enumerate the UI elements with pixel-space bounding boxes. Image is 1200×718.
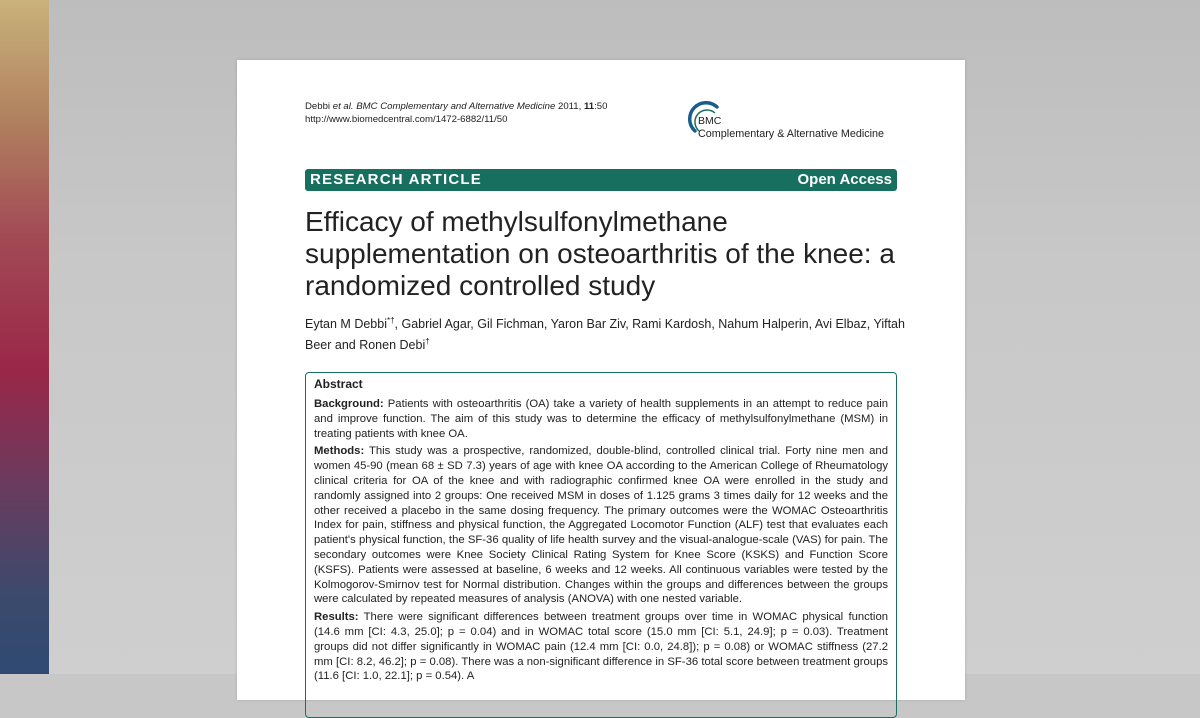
background-label: Background:: [314, 398, 384, 410]
first-author: Eytan M Debbi: [305, 317, 387, 332]
methods-text: This study was a prospective, randomized, double-blind, controlled clinical trial. Forty nine men and women 45-90 (mean 68 ± SD 7.3) years of age with knee OA according to the American College of Rheumatology clinical criteria for OA of the knee and with radiographic confirmed knee OA were enrolled in the study and randomly assigned into 2 groups: One received MSM in doses of 1.125 grams 3 times daily for 12 weeks and the other received a placebo in the same dosing frequency. The primary outcomes were the WOMAC Osteoarthritis Index for pain, stiffness and physical function, the Aggregated Locomotor Function (ALF) test that evaluates each patient's physical function, the SF-36 quality of life health survey and the visual-analogue-scale (VAS) for pain. The secondary outcomes were Knee Society Clinical Rating System for Knee Score (KSKS) and Function Score (KSFS). Patients were assessed at baseline, 6 weeks and 12 weeks. All continuous variables were tested by the Kolmogorov-Smirnov test for Normal distribution. Changes within the groups and differences between the groups were calculated by repeated measures of analysis (ANOVA) with one nested variable.: [314, 445, 888, 606]
logo-journal-name: Complementary & Alternative Medicine: [698, 128, 885, 140]
last-author-mark: †: [425, 337, 430, 347]
article-type-banner: [305, 169, 897, 191]
results-label: Results:: [314, 611, 359, 624]
author-list: [305, 312, 905, 354]
logo-brand: BMC: [698, 115, 722, 127]
citation-url[interactable]: http://www.biomedcentral.com/1472-6882/11/50: [305, 114, 508, 125]
background-text: Patients with osteoarthritis (OA) take a variety of health supplements in an attempt to reduce pain and improve function. The aim of this study was to determine the efficacy of methylsulfonylmethane (MSM) in treating patients with knee OA.: [314, 398, 888, 440]
citation-article: :50: [594, 101, 608, 112]
citation-journal: BMC Complementary and Alternative Medicine: [356, 101, 556, 112]
first-author-marks: *†: [386, 316, 395, 325]
article-type-label: RESEARCH ARTICLE: [310, 171, 482, 188]
abstract-box: [305, 372, 897, 718]
abstract-methods: [314, 444, 888, 607]
abstract-background: [314, 397, 888, 441]
methods-label: Methods:: [314, 445, 365, 458]
decorative-side-stripe: [0, 0, 49, 674]
open-access-label: Open Access: [797, 171, 892, 188]
paper-page: [237, 60, 965, 700]
journal-logo: [687, 101, 927, 143]
results-text: There were significant differences between treatment groups over time in WOMAC physical function (14.6 mm [CI: 4.3, 25.0]; p = 0.04) and in WOMAC total score (15.0 mm [CI: 5.1, 24.9]; p = 0.03). Treatment groups did not differ significantly in WOMAC pain (12.4 mm [CI: 0.0, 24.8]); p = 0.08) or WOMAC stiffness (27.2 mm [CI: 8.2, 46.2]; p = 0.08). There was a non-significant difference in SF-36 total score between treatment groups (11.6 [CI: 1.0, 22.1]; p = 0.54). A: [314, 611, 889, 683]
other-authors: , Gabriel Agar, Gil Fichman, Yaron Bar Ziv, Rami Kardosh, Nahum Halperin, Avi Elbaz, Yiftah Beer and Ronen Debi: [305, 317, 905, 353]
citation-et-al: et al.: [332, 101, 354, 112]
citation-line: [305, 100, 607, 113]
citation-header: [305, 100, 607, 126]
citation-year: 2011,: [557, 101, 582, 112]
citation-authors: Debbi: [305, 101, 331, 112]
article-title: Efficacy of methylsulfonylmethane supplementation on osteoarthritis of the knee: a randomized controlled study: [305, 206, 895, 301]
citation-volume: 11: [583, 101, 595, 112]
abstract-heading: Abstract: [314, 377, 363, 391]
abstract-results: [314, 610, 888, 684]
